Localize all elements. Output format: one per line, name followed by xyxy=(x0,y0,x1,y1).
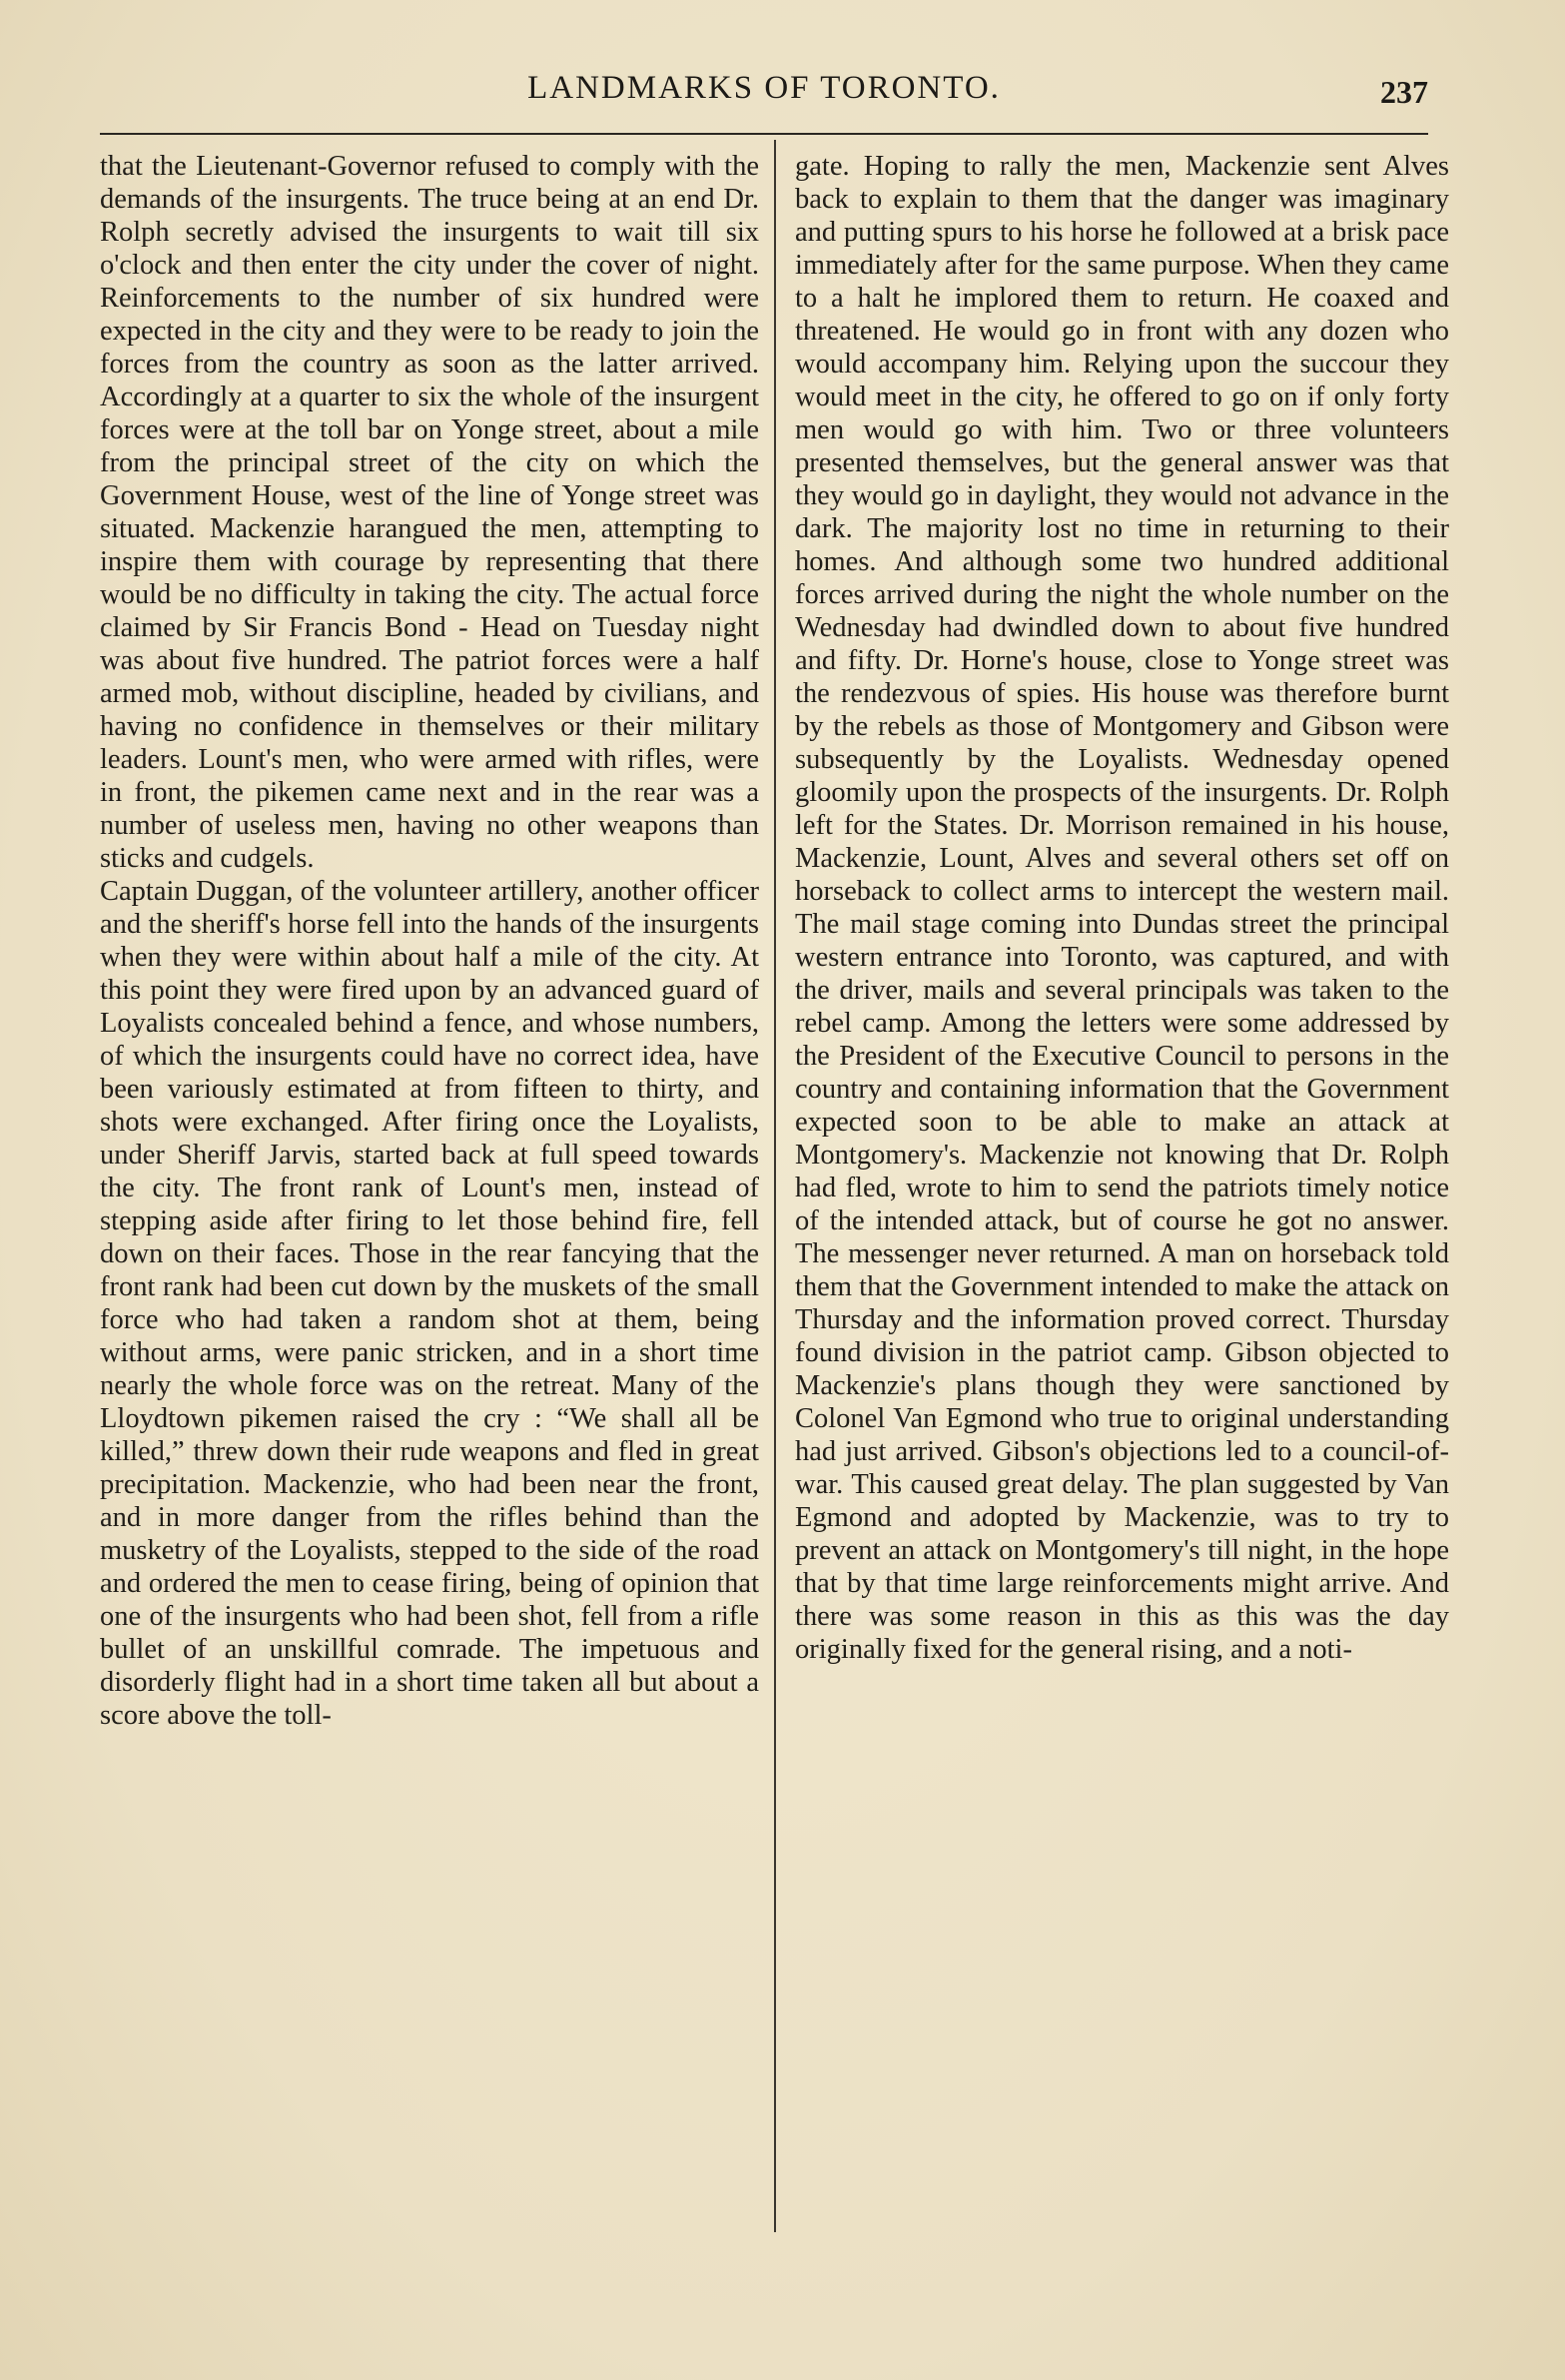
right-column xyxy=(795,150,1449,1666)
left-column xyxy=(100,150,759,1732)
column-divider xyxy=(774,140,776,2232)
header-rule xyxy=(100,133,1428,135)
left-paragraph-2: Captain Duggan, of the volunteer artillery, another officer and the sheriff's horse fell into the hands of the insurgents when they were within about half a mile of the city. At this point they were fired upon by an advanced guard of Loyalists concealed behind a fence, and whose numbers, of which the insurgents could have no correct idea, have been variously estimated at from fifteen to thirty, and shots were exchanged. After firing once the Loyalists, under Sheriff Jarvis, started back at full speed towards the city. The front rank of Lount's men, instead of stepping aside after firing to let those behind fire, fell down on their faces. Those in the rear fancying that the front rank had been cut down by the muskets of the small force who had taken a random shot at them, being without arms, were panic stricken, and in a short time nearly the whole force was on the retreat. Many of the Lloydtown pikemen raised the cry : “We shall all be killed,” threw down their rude weapons and fled in great precipitation. Mackenzie, who had been near the front, and in more danger from the rifles behind than the musketry of the Loyalists, stepped to the side of the road and ordered the men to cease firing, being of opinion that one of the insurgents who had been shot, fell from a rifle bullet of an unskillful comrade. The impetuous and disorderly flight had in a short time taken all but about a score above the toll- xyxy=(100,876,759,1731)
running-title: LANDMARKS OF TORONTO. xyxy=(527,70,1001,106)
page-number: 237 xyxy=(1380,74,1428,110)
left-paragraph-1: that the Lieutenant-Governor refused to comply with the demands of the insurgents. The truce being at an end Dr. Rolph secretly advised the insurgents to wait till six o'clock and then enter the city under the cover of night. Reinforcements to the number of six hundred were expected in the city and they were to be ready to join the forces from the country as soon as the latter arrived. Accordingly at a quarter to six the whole of the insurgent forces were at the toll bar on Yonge street, about a mile from the principal street of the city on which the Government House, west of the line of Yonge street was situated. Mackenzie harangued the men, attempting to inspire them with courage by representing that there would be no difficulty in taking the city. The actual force claimed by Sir Francis Bond - Head on Tuesday night was about five hundred. The patriot forces were a half armed mob, without discipline, headed by civilians, and having no confidence in themselves or their military leaders. Lount's men, who were armed with rifles, were in front, the pikemen came next and in the rear was a number of useless men, having no other weapons than sticks and cudgels. xyxy=(100,151,759,874)
running-head xyxy=(100,70,1428,120)
right-paragraph-1: gate. Hoping to rally the men, Mackenzie sent Alves back to explain to them that the danger was imaginary and putting spurs to his horse he followed at a brisk pace immediately after for the same purpose. When they came to a halt he implored them to return. He coaxed and threatened. He would go in front with any dozen who would accompany him. Relying upon the succour they would meet in the city, he offered to go on if only forty men would go with him. Two or three volunteers presented themselves, but the general answer was that they would go in daylight, they would not advance in the dark. The majority lost no time in returning to their homes. And although some two hundred additional forces arrived during the night the whole number on the Wednesday had dwindled down to about five hundred and fifty. Dr. Horne's house, close to Yonge street was the rendezvous of spies. His house was therefore burnt by the rebels as those of Montgomery and Gibson were subsequently by the Loyalists. Wednesday opened gloomily upon the prospects of the insurgents. Dr. Rolph left for the States. Dr. Morrison remained in his house, Mackenzie, Lount, Alves and several others set off on horseback to collect arms to intercept the western mail. The mail stage coming into Dundas street the principal western entrance into Toronto, was captured, and with the driver, mails and several principals was taken to the rebel camp. Among the letters were some addressed by the President of the Executive Council to persons in the country and containing information that the Government expected soon to be able to make an attack at Montgomery's. Mackenzie not knowing that Dr. Rolph had fled, wrote to him to send the patriots timely notice of the intended attack, but of course he got no answer. The messenger never returned. A man on horseback told them that the Government intended to make the attack on Thursday and the information proved correct. Thursday found division in the patriot camp. Gibson objected to Mackenzie's plans though they were sanctioned by Colonel Van Egmond who true to original understanding had just arrived. Gibson's objections led to a council-of-war. This caused great delay. The plan suggested by Van Egmond and adopted by Mackenzie, was to try to prevent an attack on Montgomery's till night, in the hope that by that time large reinforcements might arrive. And there was some reason in this as this was the day originally fixed for the general rising, and a noti- xyxy=(795,151,1449,1665)
